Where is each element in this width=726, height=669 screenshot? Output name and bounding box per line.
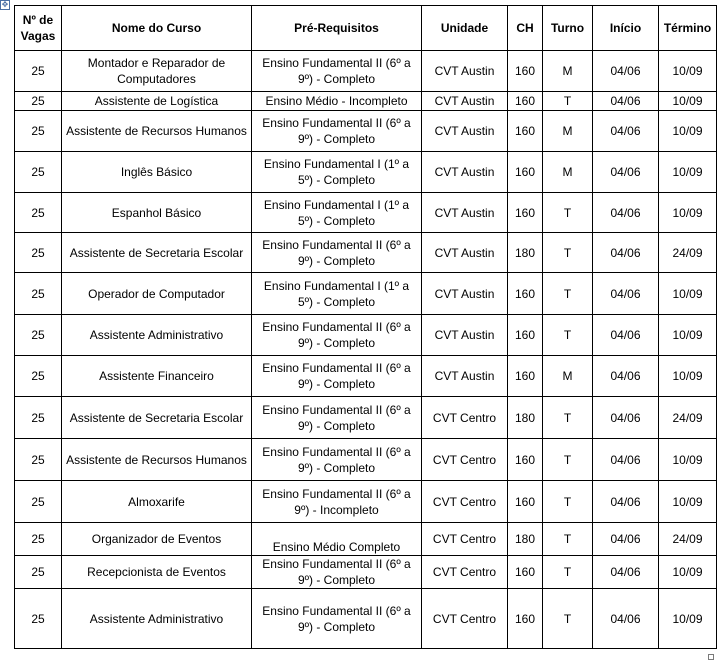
cell-unidade: CVT Austin	[422, 233, 508, 273]
cell-curso: Organizador de Eventos	[62, 523, 252, 556]
cell-unidade: CVT Austin	[422, 273, 508, 315]
cell-prereq: Ensino Fundamental II (6º a 9º) - Completo	[252, 397, 422, 439]
cell-prereq: Ensino Fundamental II (6º a 9º) - Completo	[252, 111, 422, 152]
cell-prereq: Ensino Fundamental II (6º a 9º) - Completo	[252, 356, 422, 397]
cell-vagas: 25	[15, 193, 62, 233]
cell-turno: T	[543, 439, 593, 481]
table-row	[15, 589, 717, 649]
cell-prereq: Ensino Fundamental II (6º a 9º) - Completo	[252, 589, 422, 649]
cell-ch: 160	[508, 51, 543, 92]
cell-prereq: Ensino Fundamental II (6º a 9º) - Completo	[252, 315, 422, 356]
courses-table	[14, 5, 717, 649]
cell-termino: 10/09	[659, 273, 717, 315]
cell-termino: 10/09	[659, 92, 717, 111]
table-resize-handle-icon[interactable]	[708, 654, 714, 660]
cell-curso: Assistente de Logística	[62, 92, 252, 111]
cell-inicio: 04/06	[593, 193, 659, 233]
cell-unidade: CVT Austin	[422, 356, 508, 397]
header-unidade: Unidade	[422, 6, 508, 51]
cell-unidade: CVT Austin	[422, 111, 508, 152]
cell-inicio: 04/06	[593, 589, 659, 649]
cell-termino: 10/09	[659, 589, 717, 649]
table-row	[15, 523, 717, 556]
cell-turno: T	[543, 589, 593, 649]
cell-termino: 10/09	[659, 439, 717, 481]
cell-turno: T	[543, 193, 593, 233]
cell-unidade: CVT Centro	[422, 589, 508, 649]
cell-unidade: CVT Centro	[422, 556, 508, 589]
cell-unidade: CVT Austin	[422, 152, 508, 193]
cell-ch: 160	[508, 273, 543, 315]
cell-turno: M	[543, 356, 593, 397]
cell-ch: 160	[508, 589, 543, 649]
table-header-row	[15, 6, 717, 51]
cell-ch: 160	[508, 439, 543, 481]
table-row	[15, 51, 717, 92]
cell-unidade: CVT Austin	[422, 51, 508, 92]
cell-vagas: 25	[15, 481, 62, 523]
cell-ch: 180	[508, 233, 543, 273]
cell-termino: 24/09	[659, 523, 717, 556]
cell-vagas: 25	[15, 111, 62, 152]
cell-curso: Assistente Administrativo	[62, 315, 252, 356]
cell-termino: 10/09	[659, 556, 717, 589]
table-row	[15, 193, 717, 233]
cell-vagas: 25	[15, 589, 62, 649]
table-row	[15, 233, 717, 273]
cell-vagas: 25	[15, 439, 62, 481]
cell-prereq: Ensino Fundamental II (6º a 9º) - Completo	[252, 556, 422, 589]
header-vagas: Nº de Vagas	[15, 6, 62, 51]
cell-inicio: 04/06	[593, 397, 659, 439]
header-ch: CH	[508, 6, 543, 51]
cell-turno: T	[543, 481, 593, 523]
cell-curso: Recepcionista de Eventos	[62, 556, 252, 589]
cell-vagas: 25	[15, 397, 62, 439]
cell-turno: T	[543, 92, 593, 111]
table-row	[15, 439, 717, 481]
cell-curso: Operador de Computador	[62, 273, 252, 315]
cell-prereq: Ensino Fundamental I (1º a 5º) - Completo	[252, 152, 422, 193]
cell-ch: 180	[508, 397, 543, 439]
cell-inicio: 04/06	[593, 439, 659, 481]
cell-turno: T	[543, 556, 593, 589]
cell-inicio: 04/06	[593, 111, 659, 152]
cell-ch: 160	[508, 152, 543, 193]
cell-vagas: 25	[15, 315, 62, 356]
table-row	[15, 481, 717, 523]
cell-unidade: CVT Centro	[422, 481, 508, 523]
table-row	[15, 356, 717, 397]
cell-termino: 24/09	[659, 397, 717, 439]
cell-vagas: 25	[15, 233, 62, 273]
header-turno: Turno	[543, 6, 593, 51]
cell-ch: 160	[508, 481, 543, 523]
header-curso: Nome do Curso	[62, 6, 252, 51]
cell-turno: T	[543, 233, 593, 273]
cell-turno: M	[543, 111, 593, 152]
cell-inicio: 04/06	[593, 556, 659, 589]
cell-prereq: Ensino Médio - Incompleto	[252, 92, 422, 111]
table-row	[15, 152, 717, 193]
table-row	[15, 92, 717, 111]
table-row	[15, 556, 717, 589]
cell-inicio: 04/06	[593, 51, 659, 92]
cell-inicio: 04/06	[593, 152, 659, 193]
cell-inicio: 04/06	[593, 523, 659, 556]
table-row	[15, 397, 717, 439]
cell-turno: M	[543, 152, 593, 193]
table-row	[15, 111, 717, 152]
cell-curso: Assistente de Recursos Humanos	[62, 111, 252, 152]
header-inicio: Início	[593, 6, 659, 51]
cell-turno: M	[543, 51, 593, 92]
header-termino: Término	[659, 6, 717, 51]
cell-vagas: 25	[15, 273, 62, 315]
cell-turno: T	[543, 523, 593, 556]
cell-unidade: CVT Centro	[422, 397, 508, 439]
cell-ch: 160	[508, 193, 543, 233]
table-row	[15, 273, 717, 315]
cell-curso: Assistente Administrativo	[62, 589, 252, 649]
cell-vagas: 25	[15, 556, 62, 589]
table-move-handle-icon[interactable]: ✥	[1, 0, 9, 9]
table-row	[15, 315, 717, 356]
cell-unidade: CVT Austin	[422, 92, 508, 111]
cell-termino: 10/09	[659, 481, 717, 523]
cell-prereq: Ensino Fundamental II (6º a 9º) - Completo	[252, 233, 422, 273]
cell-unidade: CVT Centro	[422, 439, 508, 481]
cell-unidade: CVT Austin	[422, 193, 508, 233]
cell-prereq: Ensino Fundamental I (1º a 5º) - Completo	[252, 273, 422, 315]
cell-termino: 10/09	[659, 356, 717, 397]
cell-inicio: 04/06	[593, 92, 659, 111]
cell-termino: 10/09	[659, 193, 717, 233]
cell-prereq: Ensino Fundamental II (6º a 9º) - Completo	[252, 51, 422, 92]
cell-termino: 10/09	[659, 315, 717, 356]
cell-curso: Assistente Financeiro	[62, 356, 252, 397]
cell-vagas: 25	[15, 51, 62, 92]
cell-prereq: Ensino Fundamental I (1º a 5º) - Completo	[252, 193, 422, 233]
cell-ch: 160	[508, 111, 543, 152]
cell-prereq: Ensino Fundamental II (6º a 9º) - Incompleto	[252, 481, 422, 523]
header-prereq: Pré-Requisitos	[252, 6, 422, 51]
cell-vagas: 25	[15, 523, 62, 556]
cell-curso: Assistente de Secretaria Escolar	[62, 397, 252, 439]
cell-curso: Assistente de Recursos Humanos	[62, 439, 252, 481]
cell-ch: 180	[508, 523, 543, 556]
cell-vagas: 25	[15, 152, 62, 193]
cell-vagas: 25	[15, 92, 62, 111]
cell-turno: T	[543, 315, 593, 356]
cell-termino: 10/09	[659, 111, 717, 152]
cell-prereq: Ensino Médio Completo	[252, 523, 422, 556]
cell-curso: Assistente de Secretaria Escolar	[62, 233, 252, 273]
cell-curso: Almoxarife	[62, 481, 252, 523]
cell-curso: Espanhol Básico	[62, 193, 252, 233]
cell-unidade: CVT Centro	[422, 523, 508, 556]
cell-unidade: CVT Austin	[422, 315, 508, 356]
cell-termino: 10/09	[659, 51, 717, 92]
cell-inicio: 04/06	[593, 315, 659, 356]
cell-inicio: 04/06	[593, 481, 659, 523]
cell-inicio: 04/06	[593, 233, 659, 273]
cell-ch: 160	[508, 315, 543, 356]
cell-inicio: 04/06	[593, 356, 659, 397]
cell-turno: T	[543, 273, 593, 315]
cell-ch: 160	[508, 556, 543, 589]
cell-vagas: 25	[15, 356, 62, 397]
cell-inicio: 04/06	[593, 273, 659, 315]
cell-ch: 160	[508, 92, 543, 111]
cell-curso: Inglês Básico	[62, 152, 252, 193]
cell-termino: 24/09	[659, 233, 717, 273]
cell-curso: Montador e Reparador de Computadores	[62, 51, 252, 92]
cell-ch: 160	[508, 356, 543, 397]
cell-turno: T	[543, 397, 593, 439]
cell-prereq: Ensino Fundamental II (6º a 9º) - Completo	[252, 439, 422, 481]
cell-termino: 10/09	[659, 152, 717, 193]
